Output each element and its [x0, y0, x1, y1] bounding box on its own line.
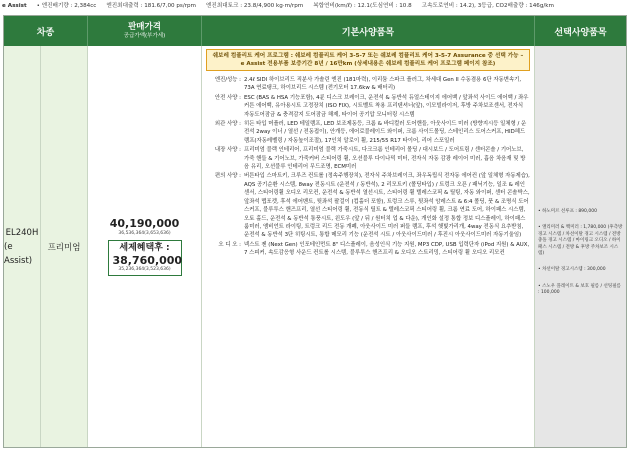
spec-items: 버튼타입 스마트키, 크루즈 컨트롤 (정속주행장치), 전자식 주차브레이크, 좌우독립식 전자동 에어컨 (앞 일체형 자동제습), AQS 공기순환 시스템, 8way 전동시트 (운전석 / 동반석), 2 리모트키 (폴딩타입) / 트렁크 오픈 / 패닉기능, 일조 & 레인센서, 스티어링휠 오디오 리모컨, 운전석 & 동반석 열선시트, 스티어링 휠 텔레스코픽 & 틸팅, 자동 와이퍼, 센터 콘솔박스, 앞좌석 맵포켓, 후석 에어벤트, 뒷좌석 팔걸이 (컵홀더 포함), 트렁크 스루, 뒷좌석 암레스트 & 6:4 폴딩, 풋 & 조명식 도어 스커프, 블루투스 핸즈프리, 열선 스티어링 휠, 전동식 틸트 & 텔레스코픽 스티어링 휠, 크롬 연료 도어, 하이패스 시스템, 오토 홀드, 운전석 & 동반석 통풍시트, 윈도우 (앞 / 뒤 / 원터치 업 & 다운), 개인화 설정 통합 정보 디스플레이, 하이패스 룸미러, 앰비언트 라이팅, 트렁크 리드 전동 개폐, 아웃사이드 미러 퍼들 램프, 후석 햇빛가리개, 4way 전동식 요추받침, 운전석 & 동반석 3단 히팅시트, 통합 메모리 기능 (운전석 시트 / 아웃사이드미러 / 후진시 아웃사이드미러 자동기울임)	[244, 173, 530, 239]
spec-items: 히든 타입 머플러, LED 테일램프, LED 보조제동등, 크롬 & 바디컬러 도어핸들, 아웃사이드 미러 (방향지시등 일체형 / 운전석 2way 이너 / 열선 / 전동접이), 안개등, 에어로블레이드 와이퍼, 크롬 사이드몰딩, 스테인리스 도어스커프, HID헤드램프(자동레벨링 / 자동높이조절), 17인치 알로이 휠, 215/55 R17 타이어, 리어 스포일러	[244, 121, 527, 144]
spec-bar-item: 고속도로연비 : 14.2), 3등급, CO2배출량 : 146g/km	[421, 3, 554, 9]
option-item: • 앨리미러 & 백미러 : 1,780,000 (후측방 경고 시스템 / 차선이탈 경고 시스템 / 전방충돌 경고 시스템 / 마이링크 오디오 / 하이패스 시스템 / 전방 & 후방 주차보조 시스템)	[538, 225, 623, 257]
header-basic: 기본사양품목	[202, 16, 535, 46]
spec-bar-item: 복합연비(km/ℓ) : 12.1(도심연비 : 10.8	[313, 3, 412, 9]
spec-category: 편의 사양 :	[214, 173, 241, 180]
spec-items: 2.4ℓ SIDI 하이브리드 직분사 가솔린 엔진 (181마력), 이리듐 스파크 플러그, 차세대 Gen II 수동겸용 6단 자동변속기, 73A 연료탱크, 하이브리드 시스템 (전기모터 17.6kw & 배터리)	[244, 77, 522, 92]
header-price	[88, 16, 202, 46]
spec-items: 프리미엄 블랙 인테리어, 프리미엄 블랙 가죽시트, 다크크롬 인테리어 몰딩 / 대시보드 / 도어트림 / 센터콘솔 / 기어노브, 가죽 핸들 & 기어노브, 가죽커버 스티어링 휠, 오션블루 다이나믹 미터, 전자식 자동 감광 레이어 미러, 흡음 차음재 및 방음 유리, 오션블루 인테리어 무드조명, ECM미러	[244, 147, 526, 171]
price-total-sub: 36,536,364(3,653,636)	[118, 230, 171, 236]
spec-bar-label: e Assist	[2, 3, 27, 9]
spec-bar-item: • 엔진배기량 : 2,384cc	[36, 3, 97, 9]
spec-category: 외관 사양 :	[214, 121, 241, 128]
option-item: • 차선이탈 경고시스템 : 300,000	[538, 267, 606, 273]
price-total: 40,190,000	[109, 216, 180, 230]
header-price-sub: 공급가액(부가세)	[123, 33, 166, 39]
tax-benefit-label: 세제혜택후 :	[119, 242, 170, 253]
spec-items: ESC (BAS & HSA 기능포함), 4륜 디스크 브레이크, 운전석 & 동반석 듀얼스테이지 에어백 / 앞좌석 사이드 에어백 / 좌우 커튼 에어백, 유아용시트 고정장치 (ISO FIX), 시트벨트 착용 프리텐셔너(앞), 이모빌라이저, 후방 주차보조센서, 전자식 자동도어잠금 & 충격감지 도어잠금 해제, 타이어 공기압 모니터링 시스템	[244, 94, 529, 118]
spec-row-audio	[206, 241, 530, 258]
tax-benefit-sub: 35,236,364(3,523,636)	[118, 266, 171, 272]
model-variant: (e Assist)	[4, 241, 33, 266]
spec-category: 엔진/성능 :	[214, 77, 241, 83]
spec-row-convenience	[206, 172, 530, 239]
spec-bar-item: 엔진최대토크 : 23.8/4,900 kg·m/rpm	[206, 3, 304, 9]
header-options: 선택사양품목	[554, 27, 607, 38]
header-model: 차종	[4, 16, 88, 46]
spec-category: 오 디 오 :	[218, 241, 241, 248]
spec-list	[202, 74, 534, 258]
header-price-title: 판매가격	[128, 22, 161, 32]
spec-row-engine	[206, 76, 530, 93]
spec-row-exterior	[206, 120, 530, 145]
spec-items: 넥스트 젠 (Next Gen) 인포테인먼트 8" 디스플레이, 음성인식 기능 지원, MP3 CDP, USB 입력단자 (iPod 지원) & AUX, 7 스피커, 속도감응형 사운드 컨트롤 시스템, 블루투스 핸즈프리 & 오디오 스트리밍, 스티어링 휠 오디오 리모컨	[244, 241, 530, 257]
spec-category: 내장 사양 :	[214, 147, 241, 154]
spec-category: 안전 사양 :	[214, 94, 241, 101]
model-cell	[4, 46, 41, 447]
tax-benefit-box	[108, 240, 182, 276]
basic-spec-cell	[202, 46, 535, 447]
table-header-row	[4, 16, 626, 46]
care-program-banner: 쉐보레 컴플리트 케어 프로그램 : 쉐보레 컴플리트 케어 3-5-7 또는 쉐보레 컴플리트 케어 3-5-7 Assurance 중 선택 가능 – e Assist 전용부품 보증기간 8년 / 16만km (상세내용은 쉐보레 컴플리트 케어 프로그램 페이지 참조)	[206, 49, 530, 71]
option-item: • 하노미르 선루프 : 890,000	[538, 209, 597, 214]
spec-bar	[0, 0, 630, 13]
option-item: • 스노우 플레이트 & 보호 필름 / 선팅필름 : 100,000	[538, 283, 621, 296]
model-code: EL240H	[5, 227, 39, 238]
trim-name: 프리미엄	[47, 242, 81, 253]
spec-row-interior	[206, 146, 530, 171]
spec-row-safety	[206, 94, 530, 119]
tax-benefit-value: 38,760,000	[112, 253, 183, 267]
trim-cell	[41, 46, 88, 447]
options-cell	[535, 46, 626, 447]
spec-bar-item: 엔진최대출력 : 181.6/7,00 ps/rpm	[106, 3, 197, 9]
price-table	[3, 15, 627, 448]
price-cell	[88, 46, 202, 447]
